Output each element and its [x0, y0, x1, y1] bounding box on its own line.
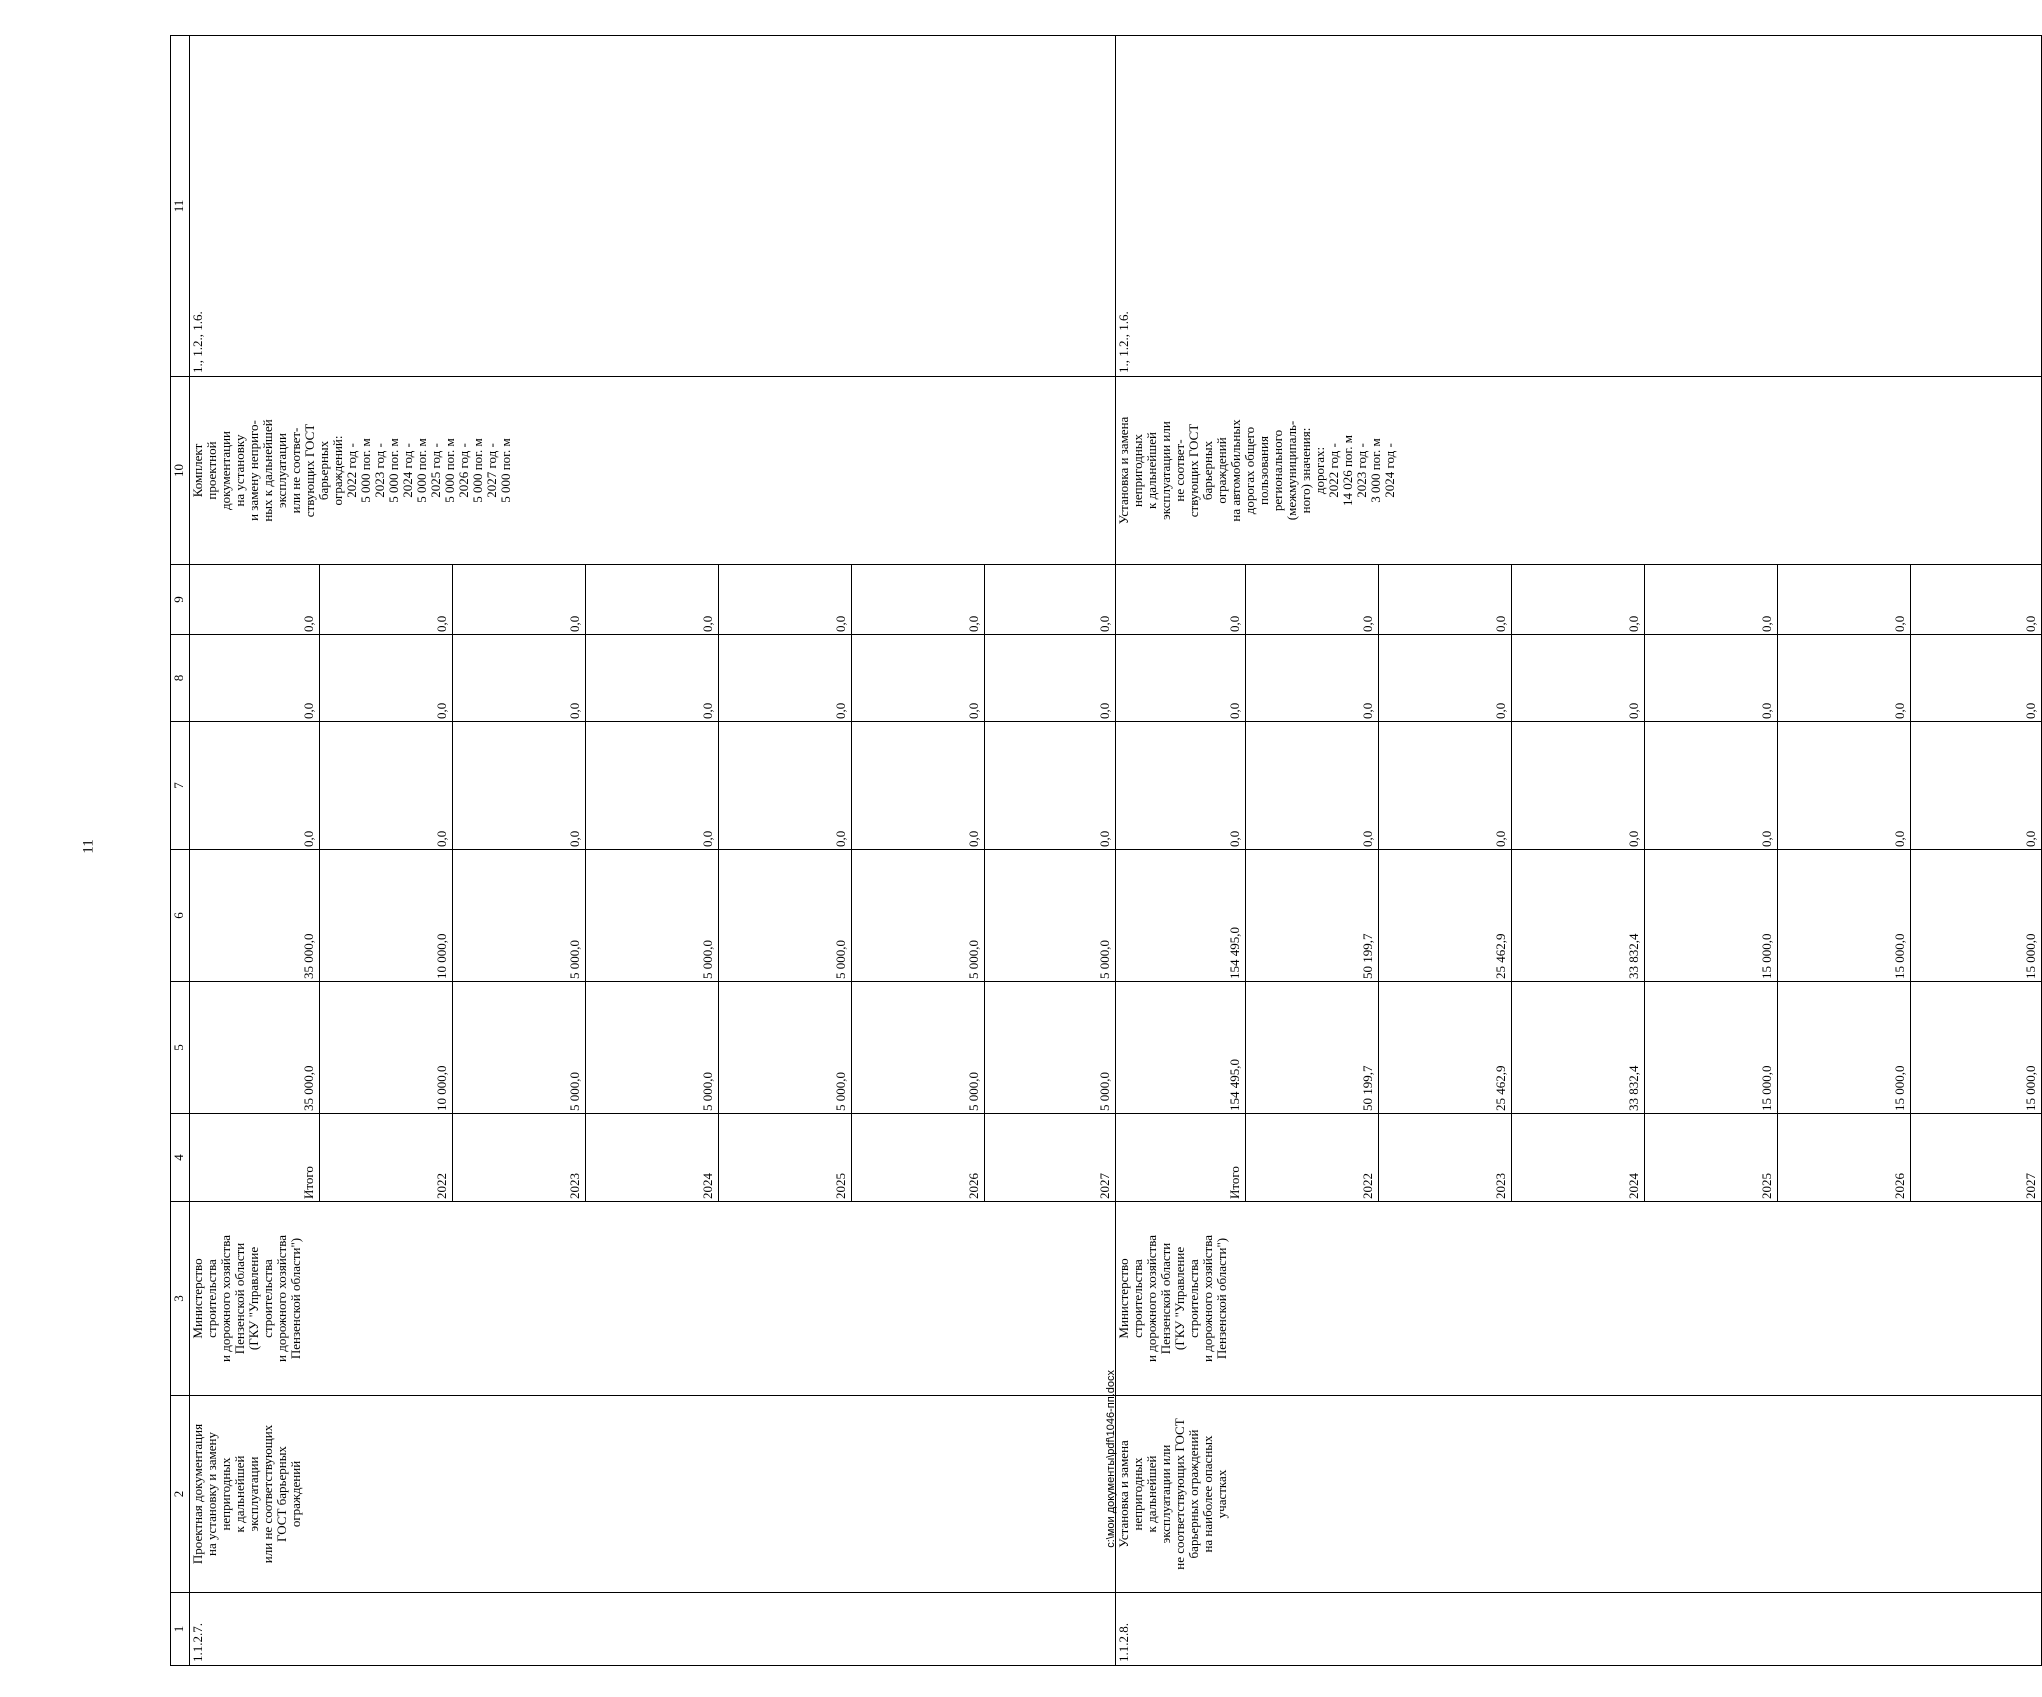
- col8-value: 0,0: [1097, 702, 1112, 719]
- col6-cell: [190, 850, 1116, 982]
- col7-value: 0,0: [1512, 722, 1645, 849]
- col5-value: 15 000,0: [2023, 1065, 2038, 1111]
- program-table: [170, 35, 2042, 1666]
- col9-value: 0,0: [1512, 565, 1645, 634]
- col9-value: 0,0: [1379, 565, 1512, 634]
- year-value: Итого: [190, 1114, 320, 1201]
- col6-value: 5 000,0: [453, 850, 586, 981]
- header-cell: 10: [171, 377, 190, 565]
- header-cell: 4: [171, 1114, 190, 1202]
- measure-name: Проектная документация на установку и замену непригодных к дальнейшей эксплуатации или не соответствующих ГОСТ барьерных ограждений: [190, 1396, 1116, 1593]
- links-cell: 1., 1.2., 1.6.: [190, 36, 1116, 377]
- col8-value: 0,0: [1246, 635, 1379, 721]
- year-value: 2022: [320, 1114, 453, 1201]
- col9-value: 0,0: [1097, 615, 1112, 632]
- col5-value: 5 000,0: [586, 982, 719, 1113]
- col6-value: 50 199,7: [1246, 850, 1379, 981]
- col7-value: 0,0: [190, 722, 320, 849]
- col6-value: 25 462,9: [1379, 850, 1512, 981]
- col5-value: 50 199,7: [1246, 982, 1379, 1113]
- col9-value: 0,0: [320, 565, 453, 634]
- header-cell: 3: [171, 1202, 190, 1396]
- measure-name: Установка и замена непригодных к дальнейшей эксплуатации или не соответствующих ГОСТ барьерных ограждений на наиболее опасных участках: [1116, 1396, 2042, 1593]
- indicator-text: Установка и замена непригодных к дальнейшей эксплуатации или не соответ- ствующих ГОСТ барьерных ограждений на автомобильных дорогах общего пользования регионального (межмуниципаль- ного) значения: дорогах: 2022 год - 14 026 пог. м 2023 год - 3 000 пог. м 2024 год -: [1116, 377, 2042, 565]
- file-path-text: c:\мои документы\pdf\1046-пп.docx: [1105, 1370, 1117, 1548]
- col7-value: 0,0: [586, 722, 719, 849]
- years-cell: [190, 1114, 1116, 1202]
- table-row: [1116, 36, 2042, 1666]
- col6-value: 5 000,0: [586, 850, 719, 981]
- header-cell: 7: [171, 722, 190, 850]
- year-value: Итого: [1116, 1114, 1246, 1201]
- year-value: 2026: [852, 1114, 985, 1201]
- col9-value: 0,0: [1645, 565, 1778, 634]
- col5-value: 15 000,0: [1778, 982, 1911, 1113]
- col7-cell: [1116, 722, 2042, 850]
- row-code: 1.1.2.8.: [1116, 1593, 2042, 1666]
- col7-value: 0,0: [320, 722, 453, 849]
- col5-value: 5 000,0: [453, 982, 586, 1113]
- header-cell: 1: [171, 1593, 190, 1666]
- col5-value: 10 000,0: [320, 982, 453, 1113]
- col5-value: 33 832,4: [1512, 982, 1645, 1113]
- col5-value: 15 000,0: [1645, 982, 1778, 1113]
- years-cell: [1116, 1114, 2042, 1202]
- col5-cell: [190, 982, 1116, 1114]
- col8-value: 0,0: [586, 635, 719, 721]
- col6-value: 15 000,0: [1645, 850, 1778, 981]
- col8-value: 0,0: [719, 635, 852, 721]
- col8-cell: [1116, 635, 2042, 722]
- header-cell: 8: [171, 635, 190, 722]
- col8-cell: [190, 635, 1116, 722]
- col7-value: 0,0: [719, 722, 852, 849]
- row-code: 1.1.2.7.: [190, 1593, 1116, 1666]
- col5-cell: [1116, 982, 2042, 1114]
- col9-value: 0,0: [453, 565, 586, 634]
- col7-value: 0,0: [1116, 722, 1246, 849]
- page-number: 11: [80, 839, 97, 854]
- col8-value: 0,0: [453, 635, 586, 721]
- col8-value: 0,0: [320, 635, 453, 721]
- col8-value: 0,0: [1379, 635, 1512, 721]
- col6-value: 154 495,0: [1116, 850, 1246, 981]
- year-value: 2025: [719, 1114, 852, 1201]
- col7-value: 0,0: [1379, 722, 1512, 849]
- col6-value: 5 000,0: [852, 850, 985, 981]
- year-value: 2022: [1246, 1114, 1379, 1201]
- col7-value: 0,0: [1778, 722, 1911, 849]
- col9-value: 0,0: [1246, 565, 1379, 634]
- year-value: 2023: [453, 1114, 586, 1201]
- col8-value: 0,0: [1645, 635, 1778, 721]
- col7-value: 0,0: [1246, 722, 1379, 849]
- col9-value: 0,0: [1116, 565, 1246, 634]
- col7-value: 0,0: [453, 722, 586, 849]
- col6-value: 10 000,0: [320, 850, 453, 981]
- year-value: 2024: [586, 1114, 719, 1201]
- col5-value: 154 495,0: [1116, 982, 1246, 1113]
- col9-value: 0,0: [852, 565, 985, 634]
- year-value: 2026: [1778, 1114, 1911, 1201]
- col9-cell: [190, 565, 1116, 635]
- col7-cell: [190, 722, 1116, 850]
- header-row: [171, 36, 190, 1666]
- executor: Министерство строительства и дорожного хозяйства Пензенской области (ГКУ "Управление строительства и дорожного хозяйства Пензенской области"): [190, 1202, 1116, 1396]
- year-value: 2027: [2023, 1173, 2038, 1199]
- col5-value: 5 000,0: [719, 982, 852, 1113]
- col9-value: 0,0: [2023, 615, 2038, 632]
- col9-cell: [1116, 565, 2042, 635]
- col8-value: 0,0: [1512, 635, 1645, 721]
- col9-value: 0,0: [190, 565, 320, 634]
- indicator-text: Комплект проектной документации на установку и замену неприго- ных к дальнейшей эксплуатации или не соответ- ствующих ГОСТ барьерных ограждений: 2022 год - 5 000 пог. м 2023 год - 5 000 пог. м 2024 год - 5 000 пог. м 2025 год - 5 000 пог. м 2026 год - 5 000 пог. м 2027 год - 5 000 пог. м: [190, 377, 1116, 565]
- col6-value: 15 000,0: [1778, 850, 1911, 981]
- col6-value: 15 000,0: [2023, 933, 2038, 979]
- col7-value: 0,0: [1645, 722, 1778, 849]
- executor: Министерство строительства и дорожного хозяйства Пензенской области (ГКУ "Управление строительства и дорожного хозяйства Пензенской области"): [1116, 1202, 2042, 1396]
- col5-value: 25 462,9: [1379, 982, 1512, 1113]
- col6-value: 5 000,0: [719, 850, 852, 981]
- col8-value: 0,0: [1778, 635, 1911, 721]
- col7-value: 0,0: [1097, 830, 1112, 847]
- col5-value: 5 000,0: [1097, 1072, 1112, 1111]
- col6-value: 35 000,0: [190, 850, 320, 981]
- col8-value: 0,0: [1116, 635, 1246, 721]
- col6-value: 5 000,0: [1097, 940, 1112, 979]
- year-value: 2025: [1645, 1114, 1778, 1201]
- header-cell: 5: [171, 982, 190, 1114]
- header-cell: 6: [171, 850, 190, 982]
- col8-value: 0,0: [852, 635, 985, 721]
- year-value: 2024: [1512, 1114, 1645, 1201]
- col8-value: 0,0: [190, 635, 320, 721]
- table-row: [190, 36, 1116, 1666]
- col6-value: 33 832,4: [1512, 850, 1645, 981]
- header-cell: 2: [171, 1396, 190, 1593]
- col9-value: 0,0: [586, 565, 719, 634]
- col7-value: 0,0: [852, 722, 985, 849]
- col9-value: 0,0: [719, 565, 852, 634]
- col8-value: 0,0: [2023, 702, 2038, 719]
- header-cell: 11: [171, 36, 190, 377]
- col9-value: 0,0: [1778, 565, 1911, 634]
- links-cell: 1., 1.2., 1.6.: [1116, 36, 2042, 377]
- col7-value: 0,0: [2023, 830, 2038, 847]
- header-cell: 9: [171, 565, 190, 635]
- year-value: 2023: [1379, 1114, 1512, 1201]
- year-value: 2027: [1097, 1173, 1112, 1199]
- col6-cell: [1116, 850, 2042, 982]
- col5-value: 5 000,0: [852, 982, 985, 1113]
- col5-value: 35 000,0: [190, 982, 320, 1113]
